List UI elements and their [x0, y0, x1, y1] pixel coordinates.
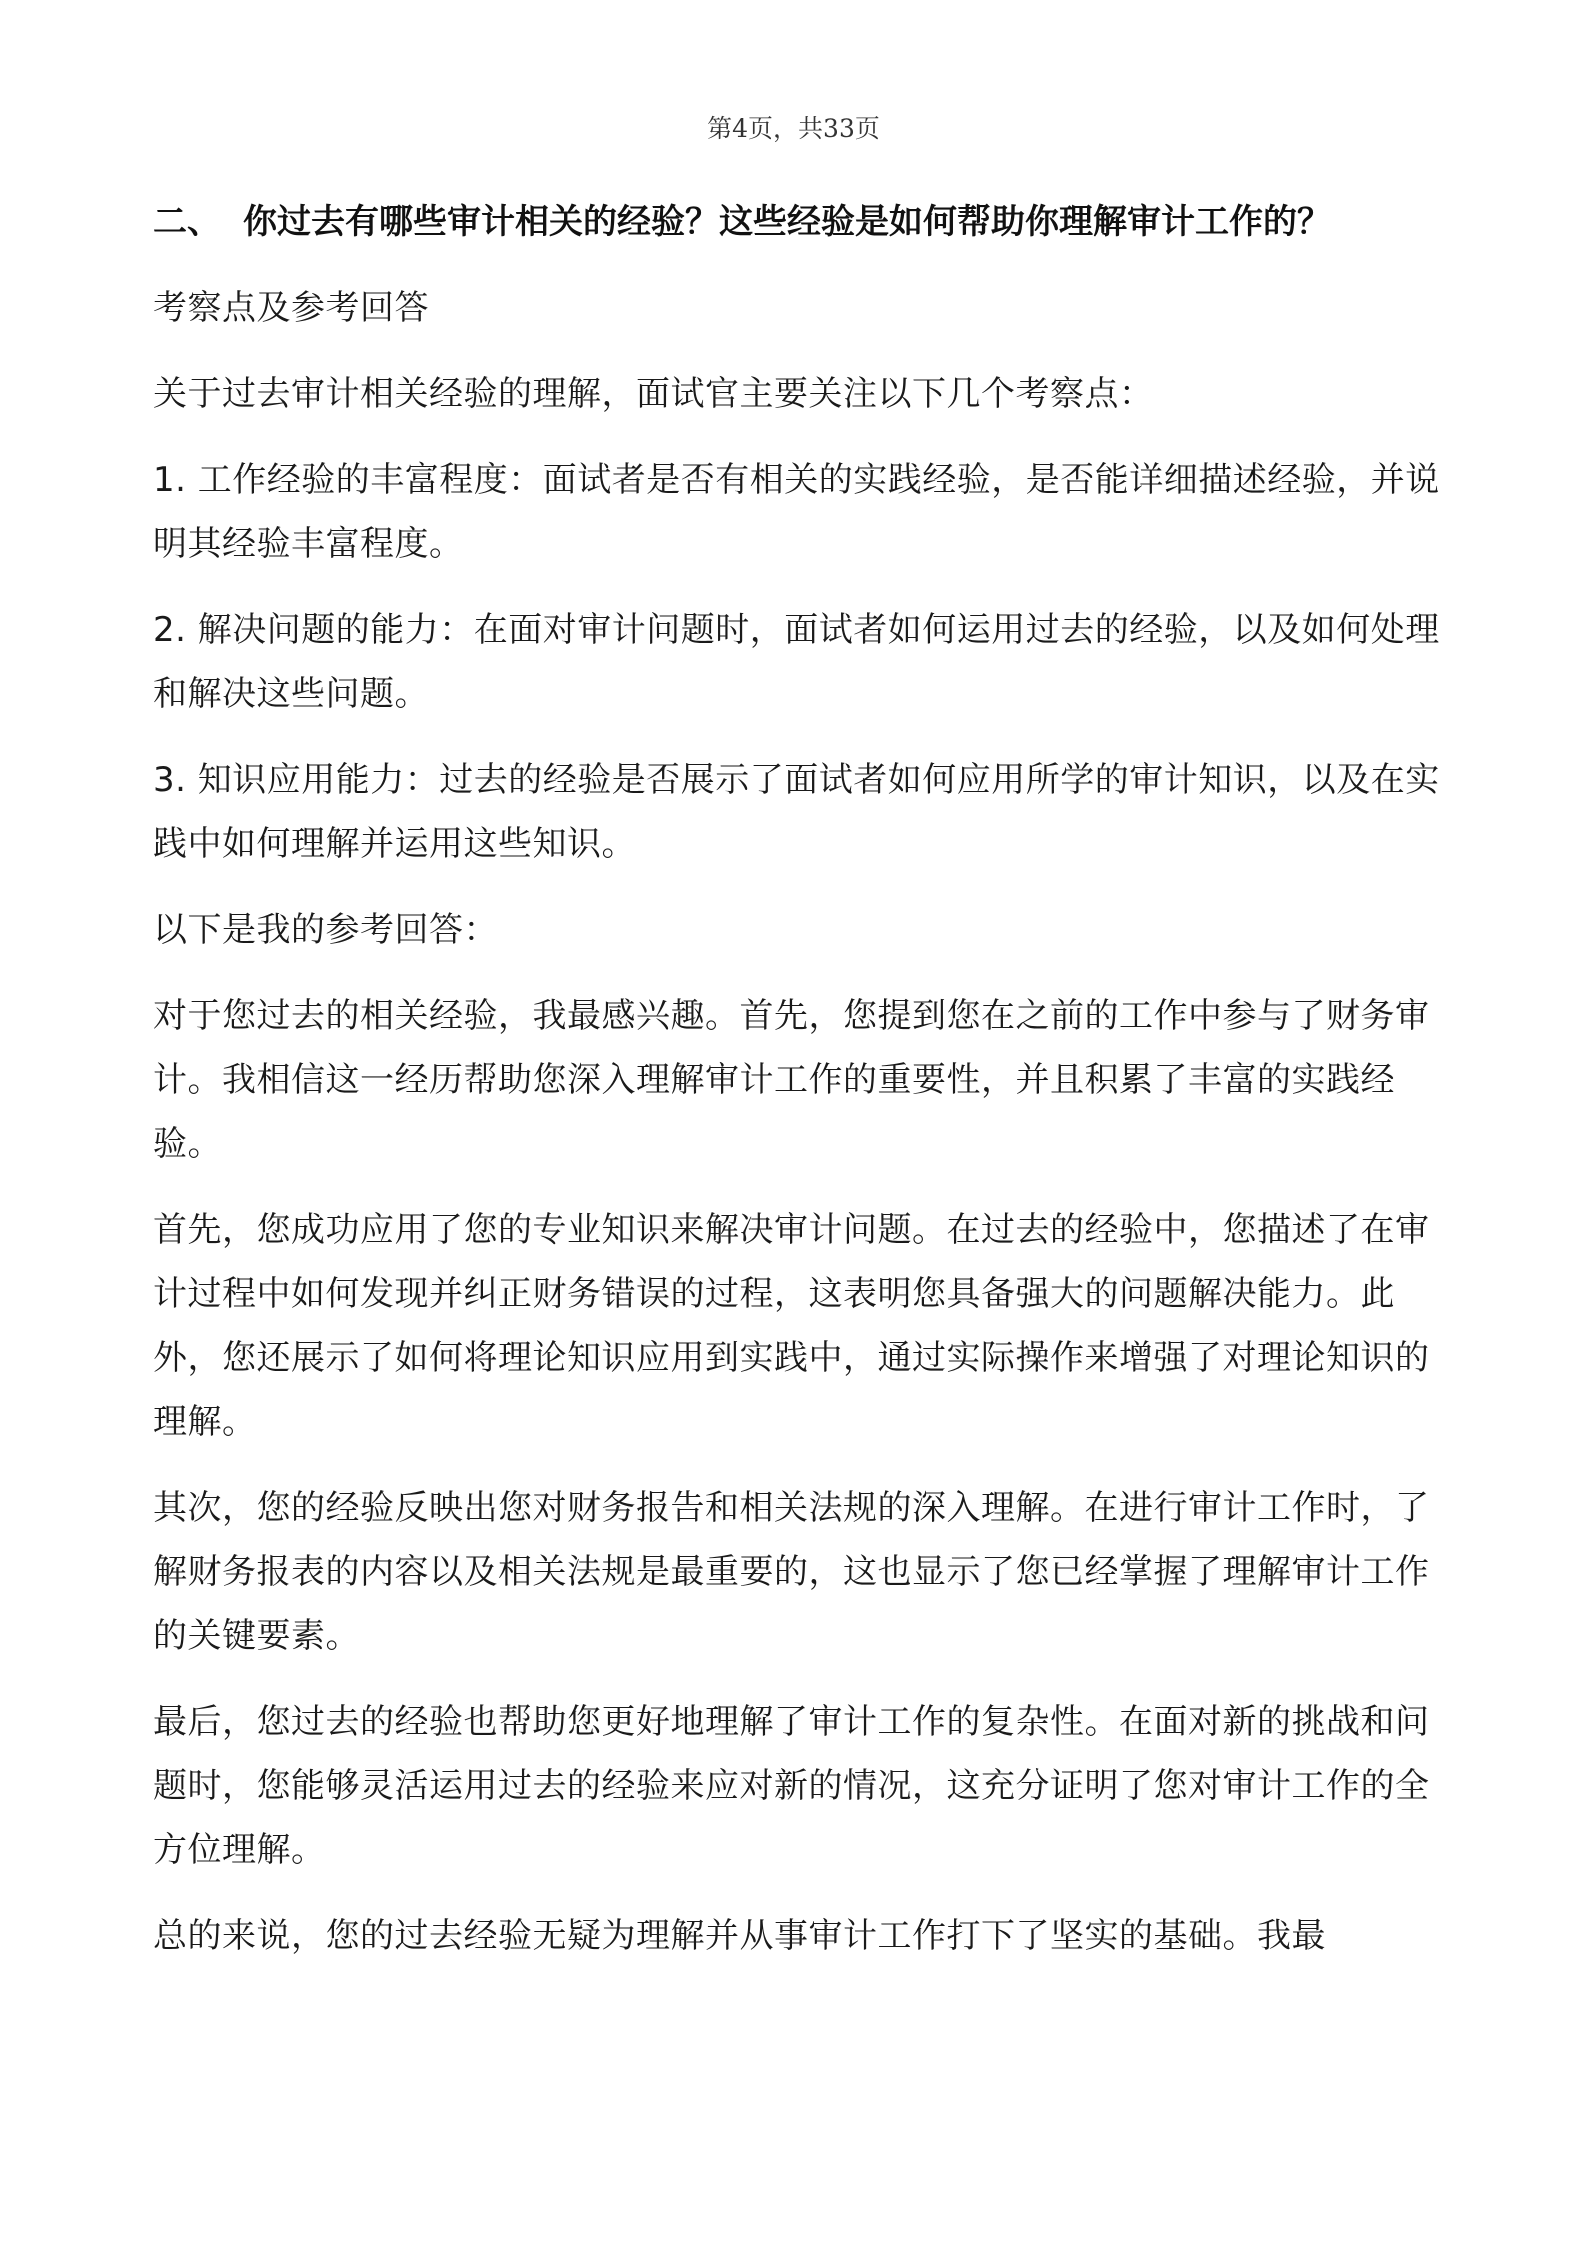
- list-item-1: 1. 工作经验的丰富程度：面试者是否有相关的实践经验，是否能详细描述经验，并说明其经验丰富程度。: [153, 460, 1440, 564]
- section-heading: [153, 190, 1443, 254]
- section-title: 你过去有哪些审计相关的经验？这些经验是如何帮助你理解审计工作的？: [243, 202, 1331, 242]
- document-body: [153, 190, 1443, 1990]
- answer-intro-paragraph: 以下是我的参考回答：: [153, 910, 498, 950]
- subheading-paragraph: 考察点及参考回答: [153, 288, 429, 328]
- answer-paragraph-5: 总的来说，您的过去经验无疑为理解并从事审计工作打下了坚实的基础。我最: [153, 1916, 1326, 1956]
- section-number: 二、: [153, 202, 221, 242]
- answer-paragraph-2: 首先，您成功应用了您的专业知识来解决审计问题。在过去的经验中，您描述了在审计过程中如何发现并纠正财务错误的过程，这表明您具备强大的问题解决能力。此外，您还展示了如何将理论知识应用到实践中，通过实际操作来增强了对理论知识的理解。: [153, 1210, 1430, 1442]
- list-item-2: 2. 解决问题的能力：在面对审计问题时，面试者如何运用过去的经验，以及如何处理和解决这些问题。: [153, 610, 1440, 714]
- list-item-3: 3. 知识应用能力：过去的经验是否展示了面试者如何应用所学的审计知识，以及在实践中如何理解并运用这些知识。: [153, 760, 1440, 864]
- intro-paragraph: 关于过去审计相关经验的理解，面试官主要关注以下几个考察点：: [153, 374, 1154, 414]
- page-header: 第4页，共33页: [707, 114, 880, 143]
- answer-paragraph-3: 其次，您的经验反映出您对财务报告和相关法规的深入理解。在进行审计工作时，了解财务报表的内容以及相关法规是最重要的，这也显示了您已经掌握了理解审计工作的关键要素。: [153, 1488, 1430, 1656]
- answer-paragraph-4: 最后，您过去的经验也帮助您更好地理解了审计工作的复杂性。在面对新的挑战和问题时，您能够灵活运用过去的经验来应对新的情况，这充分证明了您对审计工作的全方位理解。: [153, 1702, 1430, 1870]
- answer-paragraph-1: 对于您过去的相关经验，我最感兴趣。首先，您提到您在之前的工作中参与了财务审计。我相信这一经历帮助您深入理解审计工作的重要性，并且积累了丰富的实践经验。: [153, 996, 1430, 1164]
